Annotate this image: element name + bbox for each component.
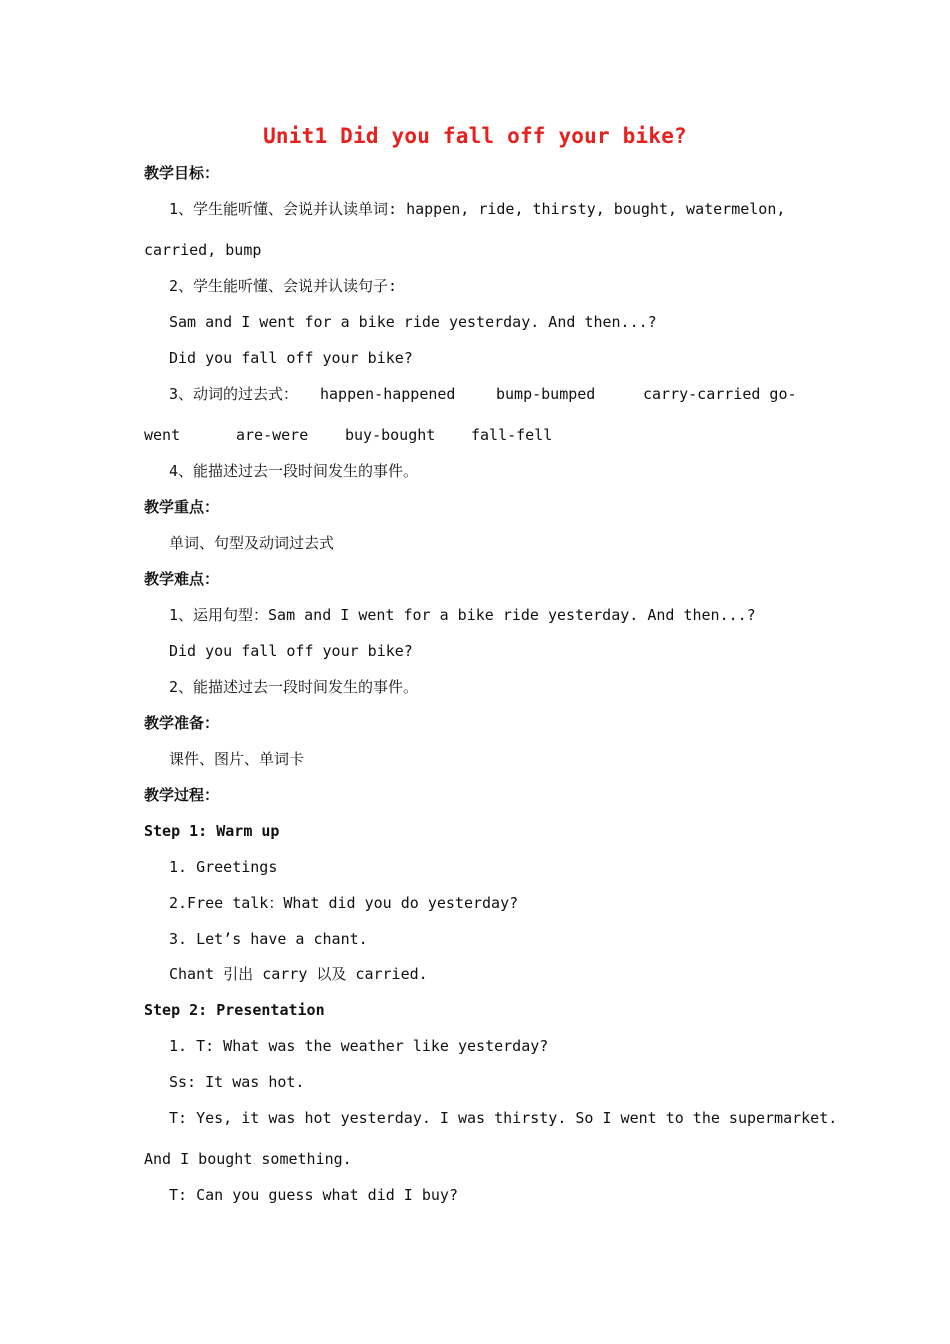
step-2-item-4: T: Can you guess what did I buy? xyxy=(169,1186,458,1204)
objectives-heading: 教学目标： xyxy=(144,164,220,182)
key-points-heading: 教学重点： xyxy=(144,498,220,516)
objective-item-3-label: 3、动词的过去式： xyxy=(169,385,299,403)
preparation-text: 课件、图片、单词卡 xyxy=(169,750,305,768)
verb-pair-carry: carry-carried go- xyxy=(643,385,797,403)
step-1-item-4: Chant 引出 carry 以及 carried. xyxy=(169,965,428,983)
verb-pair-fall: fall-fell xyxy=(471,426,553,444)
key-points-text: 单词、句型及动词过去式 xyxy=(169,534,335,552)
document-title: Unit1 Did you fall off your bike? xyxy=(263,124,687,148)
process-heading: 教学过程： xyxy=(144,786,220,804)
difficulty-item-1-cont: Did you fall off your bike? xyxy=(169,642,413,660)
step-1-item-1: 1. Greetings xyxy=(169,858,278,876)
preparation-heading: 教学准备： xyxy=(144,714,220,732)
objective-item-2: 2、学生能听懂、会说并认读句子: xyxy=(169,277,398,295)
step-2-item-3-cont: And I bought something. xyxy=(144,1150,352,1168)
difficulties-heading: 教学难点： xyxy=(144,570,220,588)
objective-item-1: 1、学生能听懂、会说并认读单词: happen, ride, thirsty, bought, watermelon, xyxy=(169,200,786,218)
step-1-item-3: 3. Let’s have a chant. xyxy=(169,930,368,948)
verb-pair-are: are-were xyxy=(236,426,309,444)
verb-pair-happen: happen-happened xyxy=(320,385,456,403)
verb-pair-go-cont: went xyxy=(144,426,181,444)
objective-item-4: 4、能描述过去一段时间发生的事件。 xyxy=(169,462,419,480)
objective-sentence-1: Sam and I went for a bike ride yesterday. And then...? xyxy=(169,313,657,331)
objective-item-1-cont: carried, bump xyxy=(144,241,262,259)
step-2-item-1: 1. T: What was the weather like yesterday? xyxy=(169,1037,549,1055)
step-2-item-2: Ss: It was hot. xyxy=(169,1073,305,1091)
verb-pair-bump: bump-bumped xyxy=(496,385,596,403)
difficulty-item-2: 2、能描述过去一段时间发生的事件。 xyxy=(169,678,419,696)
objective-item-3 xyxy=(169,384,298,404)
step-1-heading: Step 1: Warm up xyxy=(144,822,280,840)
step-1-item-2: 2.Free talk：What did you do yesterday? xyxy=(169,894,519,912)
objective-sentence-2: Did you fall off your bike? xyxy=(169,349,413,367)
step-2-item-3: T: Yes, it was hot yesterday. I was thirsty. So I went to the supermarket. xyxy=(169,1109,838,1127)
difficulty-item-1: 1、运用句型：Sam and I went for a bike ride yesterday. And then...? xyxy=(169,606,756,624)
verb-pair-buy: buy-bought xyxy=(345,426,436,444)
step-2-heading: Step 2: Presentation xyxy=(144,1001,325,1019)
